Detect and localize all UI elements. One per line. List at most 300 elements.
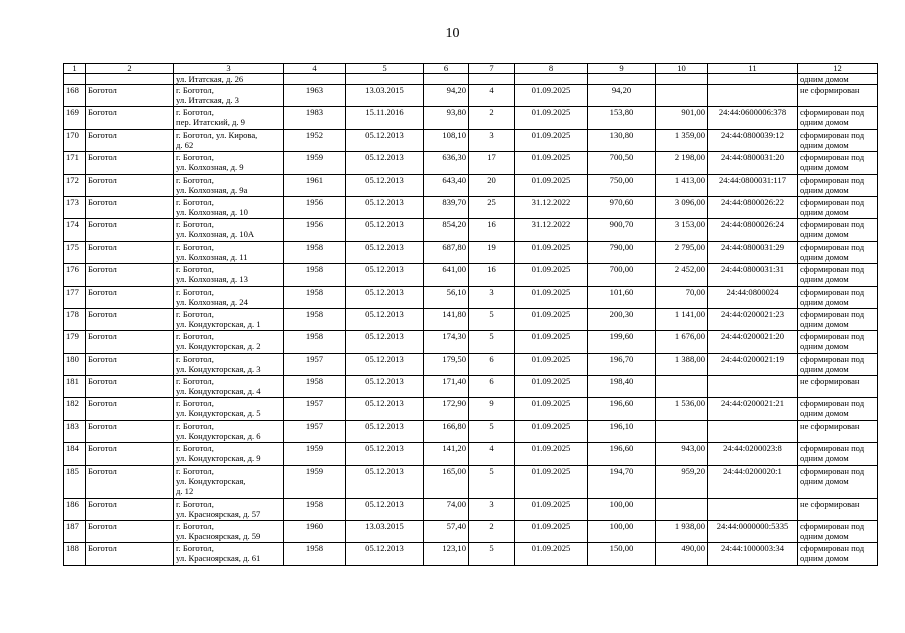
address-line: г. Боготол, xyxy=(176,219,214,230)
cost-cell: 2 198,00 xyxy=(656,152,708,174)
address-line: г. Боготол, xyxy=(176,264,214,275)
status-line: сформирован под xyxy=(800,543,865,554)
status-line: одним домом xyxy=(800,184,849,195)
row-number-cell: 174 xyxy=(64,219,86,241)
new-area-cell: 100,00 xyxy=(588,521,656,543)
cost-cell: 959,20 xyxy=(656,465,708,498)
cost-cell: 1 359,00 xyxy=(656,129,708,151)
new-area-cell: 790,00 xyxy=(588,241,656,263)
year-cell: 1957 xyxy=(284,398,346,420)
area-cell: 166,80 xyxy=(424,420,469,442)
area-cell: 93,80 xyxy=(424,107,469,129)
cost-cell xyxy=(656,85,708,107)
area-cell: 171,40 xyxy=(424,376,469,398)
table-row xyxy=(64,286,878,308)
cost-cell xyxy=(656,376,708,398)
area-cell: 854,20 xyxy=(424,219,469,241)
col-header: 11 xyxy=(708,64,798,74)
area-cell: 643,40 xyxy=(424,174,469,196)
row-number-cell: 187 xyxy=(64,521,86,543)
new-area-cell: 196,60 xyxy=(588,398,656,420)
row-number-cell: 178 xyxy=(64,308,86,330)
locality-cell: Боготол xyxy=(86,174,174,196)
status-cell xyxy=(798,129,878,151)
quantity-cell: 3 xyxy=(469,498,515,520)
col-header: 10 xyxy=(656,64,708,74)
new-area-cell: 150,00 xyxy=(588,543,656,565)
locality-cell: Боготол xyxy=(86,196,174,218)
cadastral-cell xyxy=(708,420,798,442)
area-cell: 108,10 xyxy=(424,129,469,151)
year-cell: 1958 xyxy=(284,308,346,330)
row-number-cell: 185 xyxy=(64,465,86,498)
status-line: одним домом xyxy=(800,553,849,564)
quantity-cell: 2 xyxy=(469,521,515,543)
cost-cell: 490,00 xyxy=(656,543,708,565)
locality-cell: Боготол xyxy=(86,420,174,442)
status-cell xyxy=(798,174,878,196)
row-number-cell: 188 xyxy=(64,543,86,565)
row-number-cell: 182 xyxy=(64,398,86,420)
address-line: г. Боготол, xyxy=(176,331,214,342)
cadastral-cell: 24:44:0800031:29 xyxy=(708,241,798,263)
locality-cell: Боготол xyxy=(86,521,174,543)
date-cell: 05.12.2013 xyxy=(346,196,424,218)
quantity-cell: 5 xyxy=(469,465,515,498)
status-line: сформирован под xyxy=(800,107,865,118)
new-area-cell: 194,70 xyxy=(588,465,656,498)
table-row xyxy=(64,521,878,543)
year-cell: 1958 xyxy=(284,241,346,263)
new-area-cell: 130,80 xyxy=(588,129,656,151)
row-number-cell: 181 xyxy=(64,376,86,398)
address-line: ул. Колхозная, д. 9а xyxy=(176,184,248,195)
row-number-cell: 183 xyxy=(64,420,86,442)
deadline-cell: 01.09.2025 xyxy=(515,543,588,565)
address-line: г. Боготол, xyxy=(176,521,214,532)
quantity-cell: 5 xyxy=(469,543,515,565)
cadastral-cell: 24:44:0200021:23 xyxy=(708,308,798,330)
table-row xyxy=(64,107,878,129)
address-cell xyxy=(174,174,284,196)
deadline-cell: 01.09.2025 xyxy=(515,308,588,330)
deadline-cell: 01.09.2025 xyxy=(515,376,588,398)
table-row xyxy=(64,353,878,375)
address-cell xyxy=(174,420,284,442)
date-cell: 05.12.2013 xyxy=(346,174,424,196)
address-line: г. Боготол, xyxy=(176,196,214,207)
locality-cell: Боготол xyxy=(86,331,174,353)
status-cell xyxy=(798,286,878,308)
cost-cell xyxy=(656,498,708,520)
status-cell xyxy=(798,264,878,286)
cadastral-cell: 24:44:0800026:24 xyxy=(708,219,798,241)
locality-cell: Боготол xyxy=(86,398,174,420)
new-area-cell: 196,10 xyxy=(588,420,656,442)
year-cell: 1956 xyxy=(284,196,346,218)
status-line: одним домом xyxy=(800,296,849,307)
deadline-cell: 31.12.2022 xyxy=(515,219,588,241)
new-area-cell: 94,20 xyxy=(588,85,656,107)
area-cell: 165,00 xyxy=(424,465,469,498)
deadline-cell: 31.12.2022 xyxy=(515,196,588,218)
new-area-cell: 750,00 xyxy=(588,174,656,196)
address-line: г. Боготол, xyxy=(176,420,214,431)
date-cell: 05.12.2013 xyxy=(346,308,424,330)
table-row xyxy=(64,376,878,398)
col-header: 6 xyxy=(424,64,469,74)
cadastral-cell xyxy=(708,85,798,107)
quantity-cell: 3 xyxy=(469,129,515,151)
cost-cell: 70,00 xyxy=(656,286,708,308)
address-line: ул. Кондукторская, д. 5 xyxy=(176,408,261,419)
date-cell: 05.12.2013 xyxy=(346,398,424,420)
cost-cell: 1 536,00 xyxy=(656,398,708,420)
cadastral-cell: 24:44:0800031:20 xyxy=(708,152,798,174)
new-area-cell: 970,60 xyxy=(588,196,656,218)
date-cell: 05.12.2013 xyxy=(346,286,424,308)
quantity-cell: 4 xyxy=(469,443,515,465)
col-header: 9 xyxy=(588,64,656,74)
status-line: сформирован под xyxy=(800,521,865,532)
cost-cell: 1 938,00 xyxy=(656,521,708,543)
date-cell: 05.12.2013 xyxy=(346,353,424,375)
locality-cell: Боготол xyxy=(86,219,174,241)
address-line: г. Боготол, xyxy=(176,85,214,95)
quantity-cell: 4 xyxy=(469,85,515,107)
cadastral-cell: 24:44:0200021:21 xyxy=(708,398,798,420)
locality-cell: Боготол xyxy=(86,443,174,465)
locality-cell: Боготол xyxy=(86,308,174,330)
address-line: г. Боготол, xyxy=(176,376,214,387)
year-cell: 1959 xyxy=(284,465,346,498)
quantity-cell: 6 xyxy=(469,353,515,375)
cost-cell: 901,00 xyxy=(656,107,708,129)
locality-cell: Боготол xyxy=(86,129,174,151)
cadastral-cell: 24:44:0000000:5335 xyxy=(708,521,798,543)
area-cell: 57,40 xyxy=(424,521,469,543)
status-line: сформирован под xyxy=(800,443,865,454)
address-cell xyxy=(174,465,284,498)
locality-cell: Боготол xyxy=(86,376,174,398)
new-area-cell: 100,00 xyxy=(588,498,656,520)
year-cell: 1957 xyxy=(284,420,346,442)
year-cell: 1958 xyxy=(284,498,346,520)
address-cell xyxy=(174,129,284,151)
status-line: сформирован под xyxy=(800,353,865,364)
year-cell: 1963 xyxy=(284,85,346,107)
deadline-cell: 01.09.2025 xyxy=(515,353,588,375)
status-line: не сформирован xyxy=(800,420,860,431)
locality-cell: Боготол xyxy=(86,241,174,263)
status-line: сформирован под xyxy=(800,465,865,476)
locality-cell: Боготол xyxy=(86,543,174,565)
table-row xyxy=(64,398,878,420)
cadastral-cell: 24:44:0800031:117 xyxy=(708,174,798,196)
cadastral-cell: 24:44:0200020:1 xyxy=(708,465,798,498)
locality-cell: Боготол xyxy=(86,264,174,286)
deadline-cell: 01.09.2025 xyxy=(515,420,588,442)
new-area-cell: 196,70 xyxy=(588,353,656,375)
deadline-cell: 01.09.2025 xyxy=(515,465,588,498)
table-row xyxy=(64,264,878,286)
deadline-cell: 01.09.2025 xyxy=(515,286,588,308)
status-cell xyxy=(798,398,878,420)
cost-cell: 3 153,00 xyxy=(656,219,708,241)
address-line: г. Боготол, xyxy=(176,353,214,364)
address-line: ул. Кондукторская, д. 3 xyxy=(176,363,261,374)
address-cell xyxy=(174,353,284,375)
header-row xyxy=(64,64,878,74)
status-line: одним домом xyxy=(800,341,849,352)
date-cell: 05.12.2013 xyxy=(346,420,424,442)
status-line: сформирован под xyxy=(800,129,865,140)
address-line: г. Боготол, xyxy=(176,443,214,454)
year-cell: 1959 xyxy=(284,152,346,174)
table-row xyxy=(64,308,878,330)
status-line: сформирован под xyxy=(800,331,865,342)
address-cell xyxy=(174,286,284,308)
table-row xyxy=(64,196,878,218)
address-cell xyxy=(174,498,284,520)
date-cell: 05.12.2013 xyxy=(346,331,424,353)
quantity-cell: 3 xyxy=(469,286,515,308)
cadastral-cell: 24:44:0200021:20 xyxy=(708,331,798,353)
deadline-cell: 01.09.2025 xyxy=(515,241,588,263)
cost-cell: 943,00 xyxy=(656,443,708,465)
cost-cell: 1 676,00 xyxy=(656,331,708,353)
address-line: г. Боготол, xyxy=(176,308,214,319)
status-cell xyxy=(798,543,878,565)
table-row xyxy=(64,129,878,151)
row-number-cell: 175 xyxy=(64,241,86,263)
row-number-cell: 180 xyxy=(64,353,86,375)
address-cell xyxy=(174,331,284,353)
new-area-cell: 198,40 xyxy=(588,376,656,398)
table-row xyxy=(64,543,878,565)
address-line: ул. Колхозная, д. 10 xyxy=(176,206,248,217)
new-area-cell: 153,80 xyxy=(588,107,656,129)
address-line: д. 12 xyxy=(176,485,194,496)
area-cell: 123,10 xyxy=(424,543,469,565)
year-cell: 1958 xyxy=(284,331,346,353)
deadline-cell: 01.09.2025 xyxy=(515,85,588,107)
table-row xyxy=(64,174,878,196)
status-line: сформирован под xyxy=(800,174,865,185)
status-line: не сформирован xyxy=(800,376,860,387)
year-cell: 1959 xyxy=(284,443,346,465)
date-cell: 05.12.2013 xyxy=(346,264,424,286)
status-line: сформирован под xyxy=(800,286,865,297)
address-line: ул. Красноярская, д. 57 xyxy=(176,508,261,519)
address-line: г. Боготол, xyxy=(176,543,214,554)
year-cell: 1958 xyxy=(284,286,346,308)
col-header: 12 xyxy=(798,64,878,74)
address-line: ул. Колхозная, д. 11 xyxy=(176,251,248,262)
status-cell xyxy=(798,219,878,241)
address-line: г. Боготол, xyxy=(176,107,214,118)
status-cell xyxy=(798,107,878,129)
status-line: одним домом xyxy=(800,531,849,542)
year-cell: 1958 xyxy=(284,543,346,565)
status-line: одним домом xyxy=(800,363,849,374)
row-number-cell: 171 xyxy=(64,152,86,174)
status-line: одним домом xyxy=(800,229,849,240)
date-cell: 05.12.2013 xyxy=(346,129,424,151)
address-line: ул. Кондукторская, д. 6 xyxy=(176,430,261,441)
date-cell: 05.12.2013 xyxy=(346,241,424,263)
quantity-cell: 17 xyxy=(469,152,515,174)
locality-cell: Боготол xyxy=(86,465,174,498)
cadastral-cell: 24:44:0600006:378 xyxy=(708,107,798,129)
area-cell: 94,20 xyxy=(424,85,469,107)
row-number-cell: 176 xyxy=(64,264,86,286)
cost-cell: 2 452,00 xyxy=(656,264,708,286)
continuation-row xyxy=(64,74,878,85)
new-area-cell: 101,60 xyxy=(588,286,656,308)
deadline-cell: 01.09.2025 xyxy=(515,443,588,465)
col-header: 5 xyxy=(346,64,424,74)
address-line: д. 62 xyxy=(176,139,194,150)
new-area-cell: 199,60 xyxy=(588,331,656,353)
deadline-cell: 01.09.2025 xyxy=(515,498,588,520)
year-cell: 1952 xyxy=(284,129,346,151)
address-cell xyxy=(174,152,284,174)
status-line: одним домом xyxy=(800,139,849,150)
quantity-cell: 5 xyxy=(469,308,515,330)
address-line: пер. Итатский, д. 9 xyxy=(176,117,245,128)
quantity-cell: 16 xyxy=(469,264,515,286)
new-area-cell: 700,50 xyxy=(588,152,656,174)
status-line: одним домом xyxy=(800,408,849,419)
area-cell: 179,50 xyxy=(424,353,469,375)
col-header: 4 xyxy=(284,64,346,74)
address-line: г. Боготол, xyxy=(176,398,214,409)
date-cell: 15.11.2016 xyxy=(346,107,424,129)
quantity-cell: 20 xyxy=(469,174,515,196)
new-area-cell: 900,70 xyxy=(588,219,656,241)
status-line: одним домом xyxy=(800,251,849,262)
locality-cell: Боготол xyxy=(86,498,174,520)
address-cell xyxy=(174,241,284,263)
address-cell xyxy=(174,219,284,241)
table-row xyxy=(64,498,878,520)
year-cell: 1958 xyxy=(284,376,346,398)
date-cell: 05.12.2013 xyxy=(346,465,424,498)
status-line: сформирован под xyxy=(800,308,865,319)
deadline-cell: 01.09.2025 xyxy=(515,398,588,420)
area-cell: 174,30 xyxy=(424,331,469,353)
status-cell xyxy=(798,85,878,107)
quantity-cell: 19 xyxy=(469,241,515,263)
address-line: ул. Колхозная, д. 24 xyxy=(176,296,248,307)
year-cell: 1960 xyxy=(284,521,346,543)
row-number-cell: 173 xyxy=(64,196,86,218)
table-row xyxy=(64,420,878,442)
address-line: ул. Кондукторская, д. 4 xyxy=(176,386,261,397)
status-cell xyxy=(798,353,878,375)
address-line: ул. Итатская, д. 3 xyxy=(176,95,239,105)
register-table xyxy=(63,63,878,566)
address-line: г. Боготол, xyxy=(176,498,214,509)
address-cell xyxy=(174,443,284,465)
cadastral-cell: 24:44:0800039:12 xyxy=(708,129,798,151)
address-line: ул. Кондукторская, д. 1 xyxy=(176,318,261,329)
area-cell: 839,70 xyxy=(424,196,469,218)
quantity-cell: 5 xyxy=(469,331,515,353)
status-line: не сформирован xyxy=(800,498,860,509)
cost-cell: 2 795,00 xyxy=(656,241,708,263)
status-line: одним домом xyxy=(800,475,849,486)
quantity-cell: 9 xyxy=(469,398,515,420)
row-number-cell: 169 xyxy=(64,107,86,129)
table-row xyxy=(64,85,878,107)
col-header: 1 xyxy=(64,64,86,74)
status-line: одним домом xyxy=(800,162,849,173)
date-cell: 13.03.2015 xyxy=(346,85,424,107)
row-number-cell: 179 xyxy=(64,331,86,353)
status-line: одним домом xyxy=(800,318,849,329)
status-cell xyxy=(798,152,878,174)
col-header: 8 xyxy=(515,64,588,74)
area-cell: 641,00 xyxy=(424,264,469,286)
new-area-cell: 200,30 xyxy=(588,308,656,330)
address-line: ул. Колхозная, д. 13 xyxy=(176,274,248,285)
deadline-cell: 01.09.2025 xyxy=(515,331,588,353)
status-cell xyxy=(798,521,878,543)
table-row xyxy=(64,443,878,465)
cost-cell: 1 141,00 xyxy=(656,308,708,330)
col-header: 2 xyxy=(86,64,174,74)
deadline-cell: 01.09.2025 xyxy=(515,129,588,151)
status-cell xyxy=(798,376,878,398)
address-cell xyxy=(174,85,284,107)
address-line: г. Боготол, xyxy=(176,286,214,297)
page-number: 10 xyxy=(445,26,460,41)
new-area-cell: 700,00 xyxy=(588,264,656,286)
address-line: г. Боготол, ул. Кирова, xyxy=(176,129,258,140)
year-cell: 1957 xyxy=(284,353,346,375)
cadastral-cell: 24:44:0800031:31 xyxy=(708,264,798,286)
status-line: сформирован под xyxy=(800,398,865,409)
date-cell: 05.12.2013 xyxy=(346,219,424,241)
status-cell xyxy=(798,308,878,330)
row-number-cell: 170 xyxy=(64,129,86,151)
status-line: одним домом xyxy=(800,453,849,464)
area-cell: 636,30 xyxy=(424,152,469,174)
address-cell: ул. Итатская, д. 26 xyxy=(174,74,284,85)
year-cell: 1961 xyxy=(284,174,346,196)
area-cell: 74,00 xyxy=(424,498,469,520)
row-number-cell: 184 xyxy=(64,443,86,465)
address-line: г. Боготол, xyxy=(176,174,214,185)
locality-cell: Боготол xyxy=(86,286,174,308)
area-cell: 172,90 xyxy=(424,398,469,420)
cost-cell: 1 413,00 xyxy=(656,174,708,196)
status-cell xyxy=(798,498,878,520)
date-cell: 05.12.2013 xyxy=(346,152,424,174)
date-cell: 13.03.2015 xyxy=(346,521,424,543)
table-row xyxy=(64,465,878,498)
status-cell: одним домом xyxy=(798,74,878,85)
col-header: 7 xyxy=(469,64,515,74)
table-row xyxy=(64,241,878,263)
locality-cell: Боготол xyxy=(86,152,174,174)
locality-cell: Боготол xyxy=(86,85,174,107)
date-cell: 05.12.2013 xyxy=(346,543,424,565)
date-cell: 05.12.2013 xyxy=(346,376,424,398)
status-line: сформирован под xyxy=(800,196,865,207)
